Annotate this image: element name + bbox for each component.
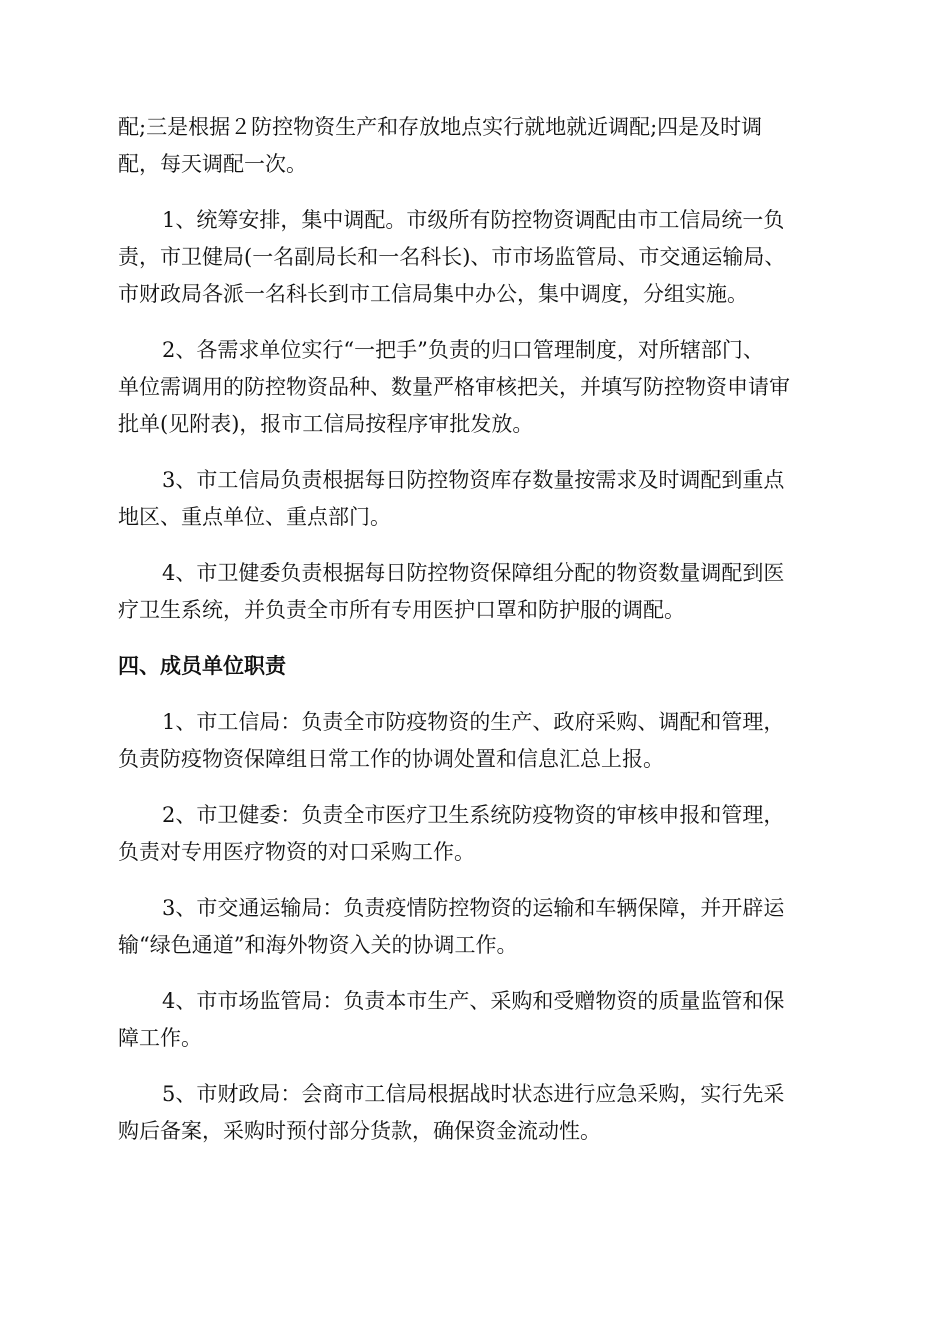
text-line: 3、市工信局负责根据每日防控物资库存数量按需求及时调配到重点: [162, 468, 785, 492]
text-line: 输“绿色通道”和海外物资入关的协调工作。: [118, 933, 518, 957]
text-line: 4、市市场监管局：负责本市生产、采购和受赠物资的质量监管和保: [162, 989, 785, 1013]
text-line: 负责对专用医疗物资的对口采购工作。: [118, 840, 475, 864]
text-line: 负责防疫物资保障组日常工作的协调处置和信息汇总上报。: [118, 747, 664, 771]
text-line: 购后备案，采购时预付部分货款，确保资金流动性。: [118, 1119, 601, 1143]
text-line: 2、市卫健委：负责全市医疗卫生系统防疫物资的审核申报和管理，: [162, 803, 785, 827]
text-line: 市财政局各派一名科长到市工信局集中办公，集中调度，分组实施。: [118, 282, 748, 306]
text-line: 批单(见附表)，报市工信局按程序审批发放。: [118, 412, 534, 436]
text-line: 配;三是根据２防控物资生产和存放地点实行就地就近调配;四是及时调: [118, 115, 763, 139]
text-line: 1、市工信局：负责全市防疫物资的生产、政府采购、调配和管理，: [162, 710, 785, 734]
text-line: 配，每天调配一次。: [118, 152, 307, 176]
text-line: 地区、重点单位、重点部门。: [118, 505, 391, 529]
text-line: 2、各需求单位实行“一把手”负责的归口管理制度，对所辖部门、: [162, 338, 764, 362]
section4-item-4: [118, 983, 834, 1057]
text-line: 5、市财政局：会商市工信局根据战时状态进行应急采购，实行先采: [162, 1082, 785, 1106]
section4-item-5: [118, 1076, 834, 1150]
intro-paragraph: [118, 109, 834, 183]
section4-item-1: [118, 704, 834, 778]
text-line: 疗卫生系统，并负责全市所有专用医护口罩和防护服的调配。: [118, 598, 685, 622]
text-line: 障工作。: [118, 1026, 202, 1050]
section3-item-4: [118, 555, 834, 629]
section4-heading: 四、成员单位职责: [118, 654, 286, 678]
section4-item-2: [118, 797, 834, 871]
section3-item-2: [118, 332, 834, 443]
document-body: [118, 109, 834, 1169]
text-line: 3、市交通运输局：负责疫情防控物资的运输和车辆保障，并开辟运: [162, 896, 785, 920]
text-line: 责，市卫健局(一名副局长和一名科长)、市市场监管局、市交通运输局、: [118, 245, 786, 269]
section4-item-3: [118, 890, 834, 964]
section3-item-3: [118, 462, 834, 536]
text-line: 1、统筹安排，集中调配。市级所有防控物资调配由市工信局统一负: [162, 208, 785, 232]
text-line: 单位需调用的防控物资品种、数量严格审核把关，并填写防控物资申请审: [118, 375, 790, 399]
text-line: 4、市卫健委负责根据每日防控物资保障组分配的物资数量调配到医: [162, 561, 785, 585]
section3-item-1: [118, 202, 834, 313]
